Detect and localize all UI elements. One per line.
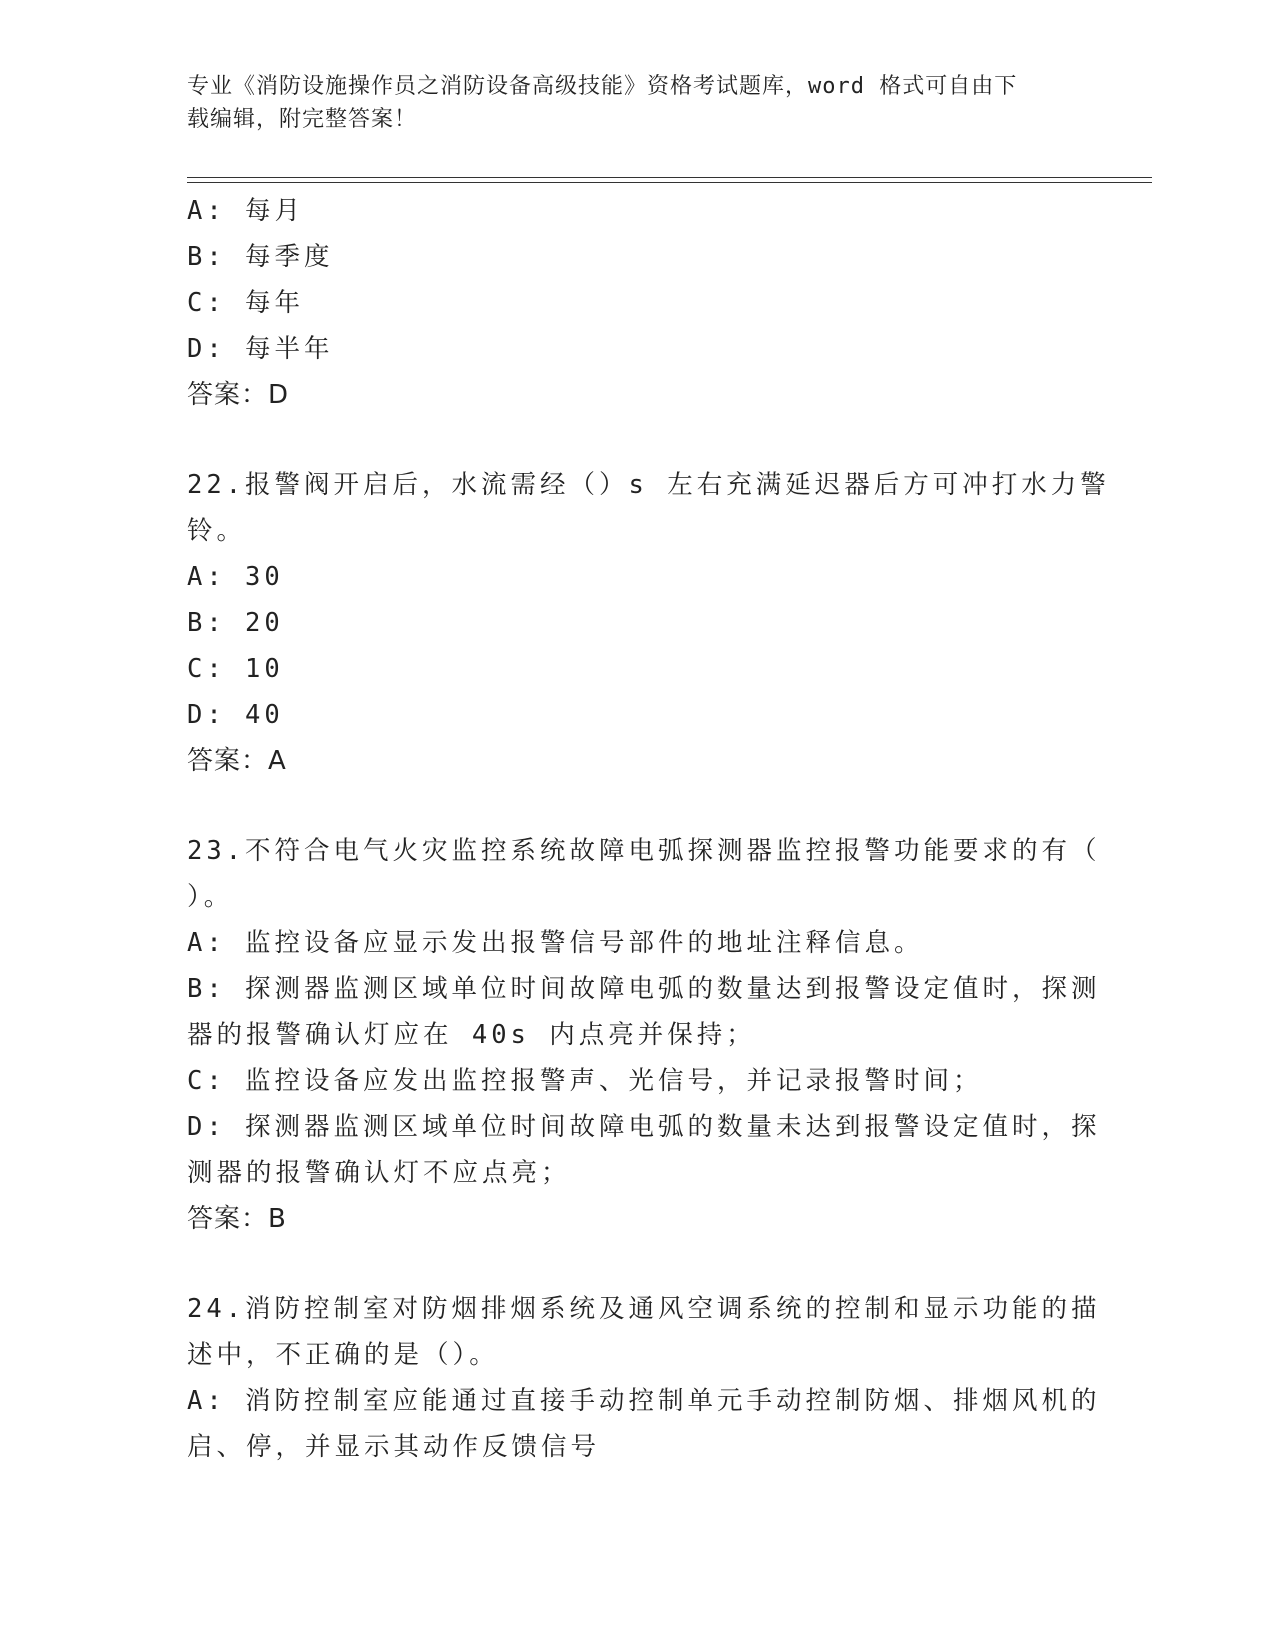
option-b-line-2: 器的报警确认灯应在 40s 内点亮并保持； <box>187 1020 756 1050</box>
option-d-line-2: 测器的报警确认灯不应点亮； <box>187 1158 571 1188</box>
answer: 答案：B <box>187 1204 287 1234</box>
question-stem-line-1: 23.不符合电气火灾监控系统故障电弧探测器监控报警功能要求的有（ <box>187 836 1101 866</box>
header-divider-secondary <box>187 182 1152 183</box>
question-stem-line-2: 铃。 <box>187 516 247 546</box>
option-a: A: 监控设备应显示发出报警信号部件的地址注释信息。 <box>187 928 924 958</box>
question-content <box>187 188 1110 1470</box>
question-23 <box>187 828 1101 1242</box>
option-d: D: 40 <box>187 700 284 730</box>
option-c: C: 每年 <box>187 288 305 318</box>
option-a-line-2: 启、停，并显示其动作反馈信号 <box>187 1432 601 1462</box>
option-d-line-1: D: 探测器监测区域单位时间故障电弧的数量未达到报警设定值时，探 <box>187 1112 1101 1142</box>
question-stem-line-2: 述中，不正确的是（）。 <box>187 1340 499 1370</box>
question-stem-line-1: 22.报警阀开启后，水流需经（）s 左右充满延迟器后方可冲打水力警 <box>187 470 1110 500</box>
question-stem-line-1: 24.消防控制室对防烟排烟系统及通风空调系统的控制和显示功能的描 <box>187 1294 1101 1324</box>
question-24 <box>187 1286 1101 1470</box>
document-header <box>187 70 1047 136</box>
question-stem-line-2: ）。 <box>187 882 234 912</box>
option-a: A: 30 <box>187 562 284 592</box>
option-c: C: 10 <box>187 654 284 684</box>
question-21 <box>187 188 1067 418</box>
option-c: C: 监控设备应发出监控报警声、光信号，并记录报警时间； <box>187 1066 983 1096</box>
document-page <box>187 0 1110 1650</box>
header-line-1: 专业《消防设施操作员之消防设备高级技能》资格考试题库，word 格式可自由下 <box>187 74 1018 99</box>
option-b: B: 20 <box>187 608 284 638</box>
option-d: D: 每半年 <box>187 334 334 364</box>
answer: 答案：A <box>187 746 287 776</box>
option-a: A: 每月 <box>187 196 305 226</box>
question-22 <box>187 462 1110 784</box>
option-b-line-1: B: 探测器监测区域单位时间故障电弧的数量达到报警设定值时，探测 <box>187 974 1101 1004</box>
header-line-2: 载编辑，附完整答案！ <box>187 107 418 132</box>
header-divider <box>187 177 1152 178</box>
option-b: B: 每季度 <box>187 242 334 272</box>
answer: 答案：D <box>187 380 290 410</box>
option-a-line-1: A: 消防控制室应能通过直接手动控制单元手动控制防烟、排烟风机的 <box>187 1386 1101 1416</box>
